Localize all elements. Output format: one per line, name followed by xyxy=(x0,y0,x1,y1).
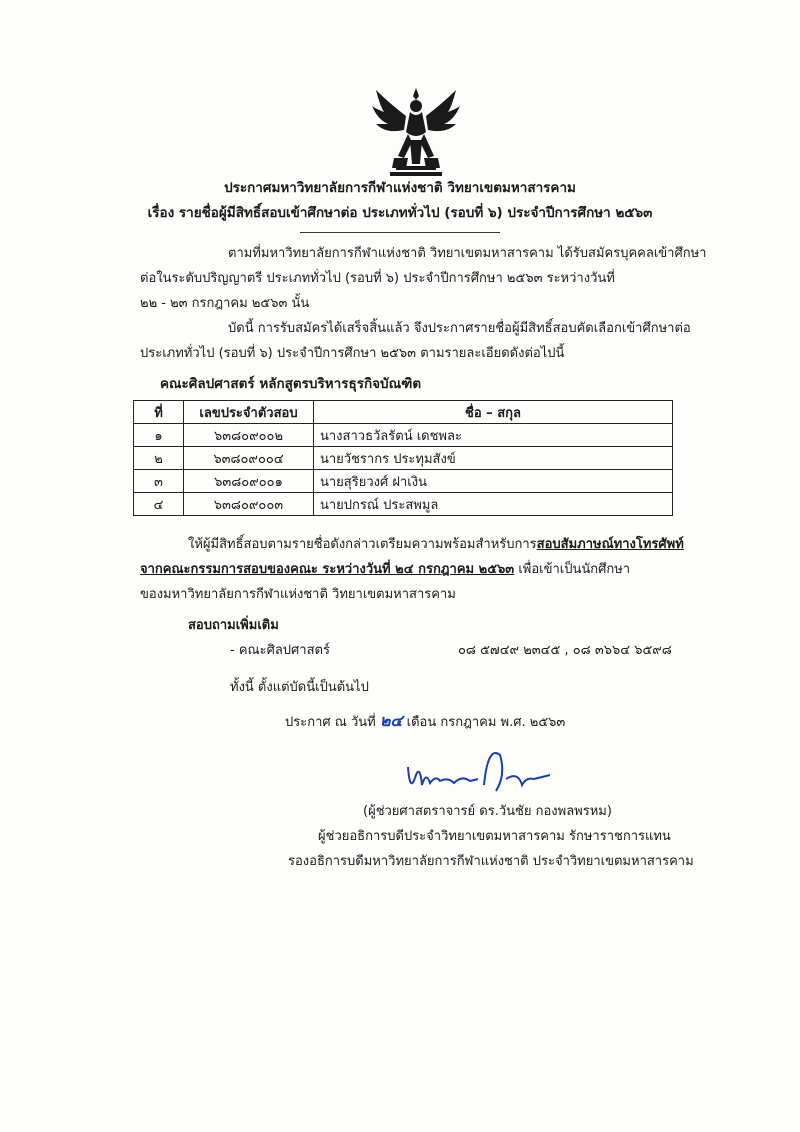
intro-paragraph-1-line-1: ตามที่มหาวิทยาลัยการกีฬาแห่งชาติ วิทยาเขตมหาสารคาม ได้รับสมัครบุคคลเข้าศึกษา xyxy=(228,246,707,261)
announcement-subject: เรื่อง รายชื่อผู้มีสิทธิ์สอบเข้าศึกษาต่อ ประเภททั่วไป (รอบที่ ๖) ประจำปีการศึกษา ๒๕๖๓ xyxy=(147,205,653,221)
row-exam-id: ๖๓๘๐๙๐๐๔ xyxy=(184,447,314,470)
signature-image xyxy=(400,745,560,805)
table-row xyxy=(134,493,673,516)
notice-line-3: ของมหาวิทยาลัยการกีฬาแห่งชาติ วิทยาเขตมหาสารคาม xyxy=(140,587,456,602)
notice-line-1 xyxy=(188,533,684,554)
row-no: ๔ xyxy=(134,493,184,516)
row-no: ๑ xyxy=(134,424,184,447)
header-fullname: ชื่อ – สกุล xyxy=(314,401,673,424)
announce-date xyxy=(285,709,565,734)
row-fullname: นายสุริยวงศ์ ฝาเงิน xyxy=(314,470,673,493)
interview-date-emphasis: จากคณะกรรมการสอบของคณะ ระหว่างวันที่ ๒๔ กรกฎาคม ๒๕๖๓ xyxy=(140,562,515,577)
announce-date-prefix: ประกาศ ณ วันที่ xyxy=(285,715,376,730)
row-exam-id: ๖๓๘๐๙๐๐๒ xyxy=(184,424,314,447)
signatory-name: (ผู้ช่วยศาสตราจารย์ ดร.วันชัย กองพลพรหม) xyxy=(363,804,612,819)
announce-date-suffix: เดือน กรกฎาคม พ.ศ. ๒๕๖๓ xyxy=(406,715,566,730)
row-exam-id: ๖๓๘๐๙๐๐๑ xyxy=(184,470,314,493)
row-exam-id: ๖๓๘๐๙๐๐๓ xyxy=(184,493,314,516)
intro-paragraph-1-line-2: ต่อในระดับปริญญาตรี ประเภททั่วไป (รอบที่ ๖) ประจำปีการศึกษา ๒๕๖๓ ระหว่างวันที่ xyxy=(140,271,615,286)
contact-title: สอบถามเพิ่มเติม xyxy=(188,618,279,633)
contact-phones: ๐๘ ๕๗๔๙ ๒๓๔๕ , ๐๘ ๓๖๖๔ ๖๕๙๘ xyxy=(458,643,672,658)
notice-line-2 xyxy=(140,558,630,579)
row-fullname: นางสาวธวัลรัตน์ เดชพละ xyxy=(314,424,673,447)
garuda-emblem-icon xyxy=(370,86,462,182)
row-fullname: นายวัชรากร ประทุมสังข์ xyxy=(314,447,673,470)
row-fullname: นายปกรณ์ ประสพมูล xyxy=(314,493,673,516)
intro-paragraph-1-line-3: ๒๒ - ๒๓ กรกฎาคม ๒๕๖๓ นั้น xyxy=(140,296,310,311)
signatory-position-1: ผู้ช่วยอธิการบดีประจำวิทยาเขตมหาสารคาม รักษาราชการแทน xyxy=(318,829,671,844)
row-no: ๒ xyxy=(134,447,184,470)
announce-day-handwritten: ๒๔ xyxy=(379,711,403,730)
intro-paragraph-2-line-2: ประเภททั่วไป (รอบที่ ๖) ประจำปีการศึกษา ๒๕๖๓ ตามรายละเอียดดังต่อไปนี้ xyxy=(140,346,565,361)
notice-line-1-text: ให้ผู้มีสิทธิ์สอบตามรายชื่อดังกล่าวเตรียมความพร้อมสำหรับการ xyxy=(188,537,537,552)
faculty-section-title: คณะศิลปศาสตร์ หลักสูตรบริหารธุรกิจบัณฑิต xyxy=(160,376,422,392)
notice-line-2-text: เพื่อเข้าเป็นนักศึกษา xyxy=(514,562,631,577)
phone-interview-emphasis: สอบสัมภาษณ์ทางโทรศัพท์ xyxy=(536,537,684,552)
signatory-position-2: รองอธิการบดีมหาวิทยาลัยการกีฬาแห่งชาติ ประจำวิทยาเขตมหาสารคาม xyxy=(288,854,694,869)
intro-paragraph-2-line-1: บัดนี้ การรับสมัครได้เสร็จสิ้นแล้ว จึงประกาศรายชื่อผู้มีสิทธิ์สอบคัดเลือกเข้าศึกษาต่อ xyxy=(228,321,691,336)
candidate-table xyxy=(133,400,673,516)
title-divider xyxy=(300,232,500,233)
header-exam-id: เลขประจำตัวสอบ xyxy=(184,401,314,424)
announcement-title: ประกาศมหาวิทยาลัยการกีฬาแห่งชาติ วิทยาเขตมหาสารคาม xyxy=(224,180,576,196)
table-row xyxy=(134,424,673,447)
table-row xyxy=(134,470,673,493)
table-row xyxy=(134,447,673,470)
header-no: ที่ xyxy=(134,401,184,424)
effective-statement: ทั้งนี้ ตั้งแต่บัดนี้เป็นต้นไป xyxy=(230,680,369,695)
row-no: ๓ xyxy=(134,470,184,493)
contact-faculty: - คณะศิลปศาสตร์ xyxy=(230,643,330,658)
table-header-row xyxy=(134,401,673,424)
